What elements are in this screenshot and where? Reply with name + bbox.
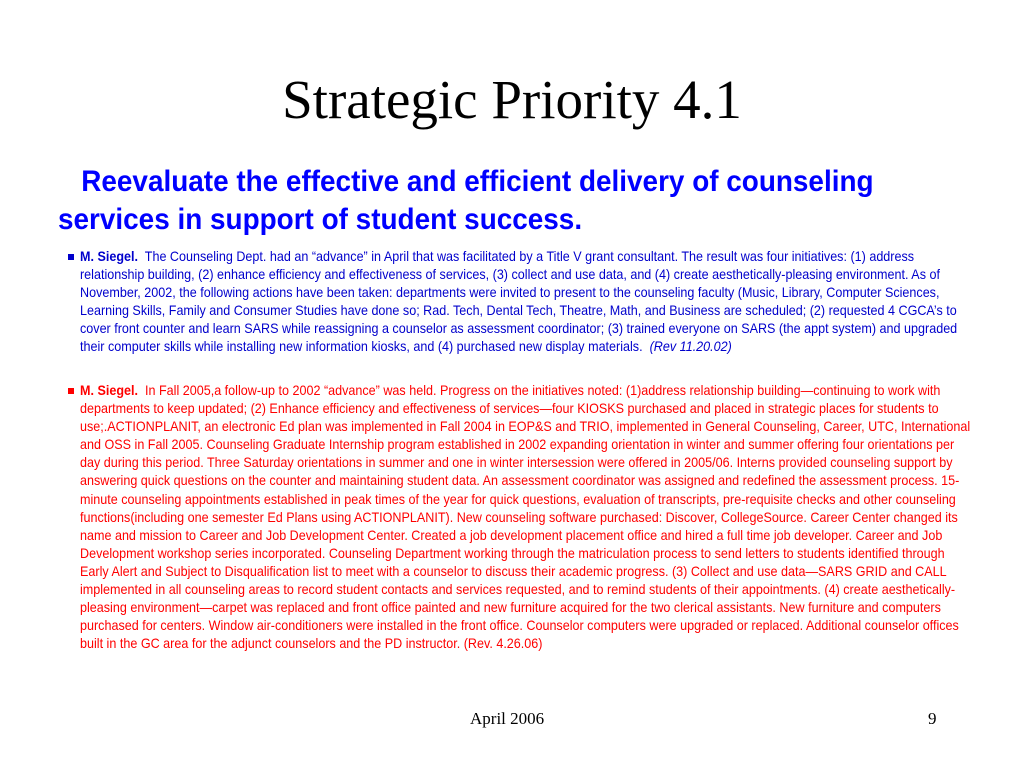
slide-title: Strategic Priority 4.1 [282, 69, 742, 130]
note-author: M. Siegel. [80, 383, 139, 398]
progress-note-2002 [80, 248, 973, 357]
note-body: The Counseling Dept. had an “advance” in April that was facilitated by a Title V grant consultant. The result was four initiatives: (1) address relationship building, (2) enhance efficiency and effectiveness of services, (3) collect and use data, and (4) create aesthetically-pleasing environment. As of November, 2002, the following actions have been taken: departments were invited to present to the counseling faculty (Music, Library, Computer Sciences, Learning Skills, Family and Consumer Studies have done so; Rad. Tech, Dental Tech, Theatre, Math, and Business are scheduled; (2) requested 4 CGCA’s to cover front counter and learn SARS while reassigning a counselor as assessment coordinator; (3) trained everyone on SARS (the appt system) and upgraded their computer skills while installing new information kiosks, and (4) purchased new display materials. [80, 249, 958, 355]
note-revision: (Rev 11.20.02) [649, 339, 732, 355]
note-author: M. Siegel. [80, 249, 139, 264]
bullet-square-icon [68, 388, 74, 394]
footer-date: April 2006 [470, 709, 545, 728]
progress-note-2006 [80, 382, 973, 653]
note-body: In Fall 2005,a follow-up to 2002 “advance” was held. Progress on the initiatives noted: (1)address relationship building—continuing to work with departments to keep updated; (2) Enhance efficiency and effectiveness of services—four KIOSKS purchased and placed in strategic places for students to use;.ACTIONPLANIT, an electronic Ed plan was implemented in Fall 2004 in EOP&S and TRIO, implemented in General Counseling, Career, UTC, International and OSS in Fall 2005. Counseling Graduate Internship program established in 2002 expanding orientation in winter and summer offering four orientations per day during this period. Three Saturday orientations in summer and one in winter intersession were offered in 2005/06. Interns provided counseling support by answering quick questions on the counter and maintaining student data. An assessment coordinator was assigned and redefined the assessment process. 15-minute counseling appointments established in peak times of the year for quick questions, evaluation of transcripts, pre-requisite checks and other counseling functions(including one semester Ed Plans using ACTIONPLANIT). New counseling software purchased: Discover, CollegeSource. Career Center changed its name and mission to Career and Job Development Center. Created a job development placement office and hired a full time job developer. Career and Job Development workshop series incorporated. Counseling Department working through the matriculation process to send letters to students identified through Early Alert and Subject to Disqualification list to meet with a counselor to discuss their academic progress. (3) Collect and use data—SARS GRID and CALL implemented in all counseling areas to record student contacts and services requested, and to remind students of their appointments. (4) create aesthetically-pleasing environment—carpet was replaced and front office painted and new furniture acquired for the two clerical assistants. New furniture and computers purchased for centers. Window air-conditioners were installed in the front office. Counselor computers were upgraded or replaced. Additional counselor offices built in the GC area for the adjunct counselors and the PD instructor. (Rev. 4.26.06) [80, 383, 971, 652]
page-number: 9 [928, 709, 937, 728]
bullet-square-icon [68, 254, 74, 260]
priority-statement: Reevaluate the effective and efficient delivery of counseling services in support of student success. [58, 165, 874, 236]
